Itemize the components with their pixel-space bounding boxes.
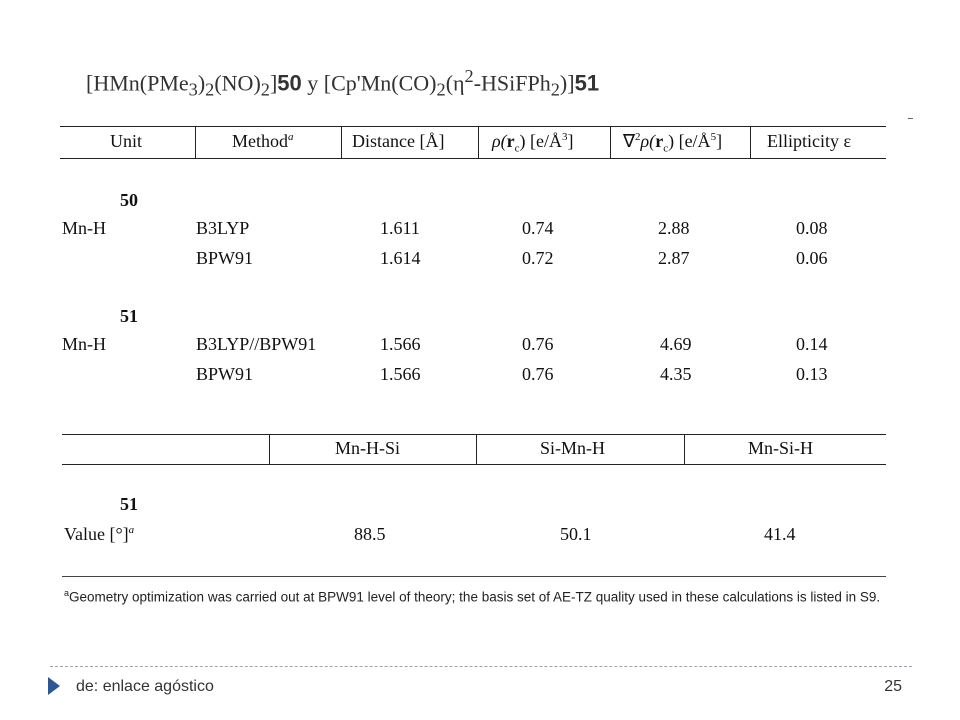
triangle-bullet-icon: [48, 677, 60, 695]
footnote-rule: [62, 576, 886, 577]
compound-51-label: 51: [574, 70, 600, 96]
compound-label: 51: [120, 306, 138, 326]
unit-label: Mn-H: [62, 334, 106, 354]
ellipticity-cell: 0.13: [796, 364, 828, 384]
header-method: Method$^a$: [232, 131, 294, 151]
header-mn-si-h: Mn-Si-H: [748, 438, 814, 458]
table-header-rule: [62, 464, 886, 465]
col-sep: [476, 434, 477, 464]
density-cell: 0.74: [522, 218, 554, 238]
method-cell: B3LYP//BPW91: [196, 334, 317, 354]
method-cell: BPW91: [196, 248, 254, 268]
col-sep: [195, 126, 196, 158]
value-cell: 50.1: [560, 524, 592, 544]
table-top-rule: [62, 434, 886, 435]
col-sep: [269, 434, 270, 464]
laplacian-cell: 2.88: [658, 218, 690, 238]
bond-properties-table: [60, 126, 886, 406]
ellipticity-cell: 0.06: [796, 248, 828, 268]
table-top-rule: [60, 126, 886, 127]
ellipticity-cell: 0.14: [796, 334, 828, 354]
unit-label: Mn-H: [62, 218, 106, 238]
col-sep: [610, 126, 611, 158]
compound-50-label: 50: [277, 70, 302, 96]
col-sep: [478, 126, 479, 158]
ellipticity-cell: 0.08: [796, 218, 828, 238]
table-header-rule: [60, 158, 886, 159]
laplacian-cell: 2.87: [658, 248, 690, 268]
compound-label: 50: [120, 190, 138, 210]
header-si-mn-h: Si-Mn-H: [540, 438, 606, 458]
laplacian-cell: 4.69: [660, 334, 692, 354]
header-distance: Distance [Å]: [352, 131, 445, 151]
header-ellipticity: Ellipticity ε: [767, 131, 852, 151]
angle-table: [62, 434, 886, 564]
method-cell: BPW91: [196, 364, 254, 384]
footer-divider: [50, 666, 912, 667]
page-number: 25: [884, 678, 902, 695]
distance-cell: 1.614: [380, 248, 421, 268]
density-cell: 0.76: [522, 334, 554, 354]
header-mn-h-si: Mn-H-Si: [335, 438, 401, 458]
title-mark: [908, 118, 913, 119]
compound-label: 51: [120, 494, 138, 514]
value-cell: 41.4: [764, 524, 796, 544]
density-cell: 0.72: [522, 248, 554, 268]
distance-cell: 1.566: [380, 364, 421, 384]
value-cell: 88.5: [354, 524, 386, 544]
footnote: $^a$Geometry optimization was carried out at BPW91 level of theory; the basis set of AE-TZ quality used in these calculations is listed in S9.: [64, 588, 881, 605]
density-cell: 0.76: [522, 364, 554, 384]
col-sep: [750, 126, 751, 158]
footer-text: de: enlace agóstico: [76, 678, 214, 695]
distance-cell: 1.566: [380, 334, 421, 354]
distance-cell: 1.611: [380, 218, 420, 238]
row-label-value: Value [°]$^a$: [64, 524, 135, 544]
col-sep: [684, 434, 685, 464]
header-density: $\rho(r_c)$ $[e/Å^3]$: [492, 131, 574, 155]
header-unit: Unit: [110, 131, 143, 151]
method-cell: B3LYP: [196, 218, 250, 238]
laplacian-cell: 4.35: [660, 364, 692, 384]
slide-title: $[HMn(PMe_3)_2(NO)_2]50$ y $[Cp'Mn(CO)_2(\eta^2-HSiFPh_2)]51$: [86, 66, 600, 100]
col-sep: [341, 126, 342, 158]
header-laplacian: $\nabla^2\rho(r_c)$ $[e/Å^5]$: [623, 131, 723, 155]
